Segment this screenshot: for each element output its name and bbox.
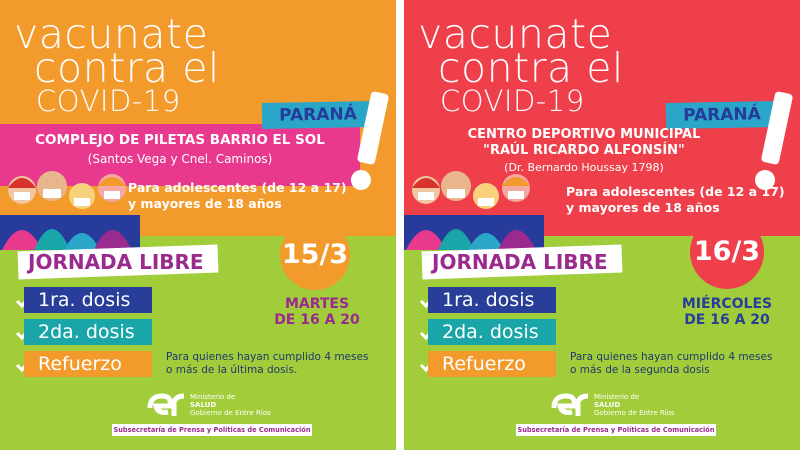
- booster-note-line-2: o más de la última dosis.: [166, 364, 298, 376]
- headline-line-1: vacunate: [418, 10, 613, 58]
- audience-line-1: Para adolescentes (de 12 a 17): [566, 184, 785, 199]
- schedule: [262, 296, 372, 328]
- venue-name: CENTRO DEPORTIVO MUNICIPAL: [467, 127, 701, 142]
- city-tag: PARANÁ: [262, 101, 374, 129]
- people-illustration: [0, 160, 140, 250]
- dose-second: 2da. dosis: [24, 319, 152, 345]
- city-tag: PARANÁ: [666, 101, 778, 129]
- venue-address: (Santos Vega y Cnel. Caminos): [87, 152, 273, 166]
- audience-line-2: y mayores de 18 años: [566, 200, 720, 215]
- venue-address: (Dr. Bernardo Houssay 1798): [504, 161, 664, 174]
- headline-line-1: vacunate: [14, 10, 209, 58]
- dose-booster: Refuerzo: [428, 351, 556, 377]
- date-badge: 15/3: [280, 220, 350, 290]
- schedule: [672, 296, 782, 328]
- headline-line-2: contra el: [438, 44, 624, 92]
- audience-line-2: y mayores de 18 años: [128, 196, 282, 211]
- dose-second: 2da. dosis: [428, 319, 556, 345]
- booster-note-line-2: o más de la segunda dosis: [570, 364, 710, 376]
- ministry-line-2: SALUD: [190, 401, 217, 409]
- headline-line-3: COVID-19: [440, 84, 585, 118]
- er-logo-icon: [146, 390, 186, 420]
- ministry-line-1: Ministerio de: [594, 393, 640, 401]
- schedule-day: MARTES: [284, 296, 350, 312]
- day-label: JORNADA LIBRE: [432, 250, 608, 274]
- poster-left: [0, 0, 396, 450]
- poster-right: [404, 0, 800, 450]
- schedule-day: MIÉRCOLES: [681, 296, 773, 312]
- booster-note-line-1: Para quienes hayan cumplido 4 meses: [166, 351, 369, 363]
- er-logo-icon: [550, 390, 590, 420]
- audience-line-1: Para adolescentes (de 12 a 17): [128, 180, 347, 195]
- dose-first: 1ra. dosis: [428, 287, 556, 313]
- venue-name-line-2: "RAÚL RICARDO ALFONSÍN": [483, 143, 685, 158]
- day-label: JORNADA LIBRE: [28, 250, 204, 274]
- schedule-hours: DE 16 A 20: [274, 312, 360, 328]
- headline-line-2: contra el: [34, 44, 220, 92]
- booster-note-line-1: Para quienes hayan cumplido 4 meses: [570, 351, 773, 363]
- ministry-line-2: SALUD: [594, 401, 621, 409]
- dose-booster: Refuerzo: [24, 351, 152, 377]
- ministry-line-3: Gobierno de Entre Ríos: [190, 409, 271, 417]
- subsecretaria-label: Subsecretaría de Prensa y Políticas de Comunicación: [113, 426, 311, 434]
- schedule-hours: DE 16 A 20: [684, 312, 770, 328]
- ministry-line-1: Ministerio de: [190, 393, 236, 401]
- headline-line-3: COVID-19: [36, 84, 181, 118]
- venue-name: COMPLEJO DE PILETAS BARRIO EL SOL: [35, 132, 325, 148]
- people-illustration: [404, 160, 544, 250]
- dose-first: 1ra. dosis: [24, 287, 152, 313]
- poster-divider: [396, 0, 404, 450]
- exclamation-dot-icon: [351, 170, 371, 190]
- ministry-line-3: Gobierno de Entre Ríos: [594, 409, 675, 417]
- date-badge: 16/3: [690, 215, 764, 289]
- subsecretaria-label: Subsecretaría de Prensa y Políticas de Comunicación: [517, 426, 715, 434]
